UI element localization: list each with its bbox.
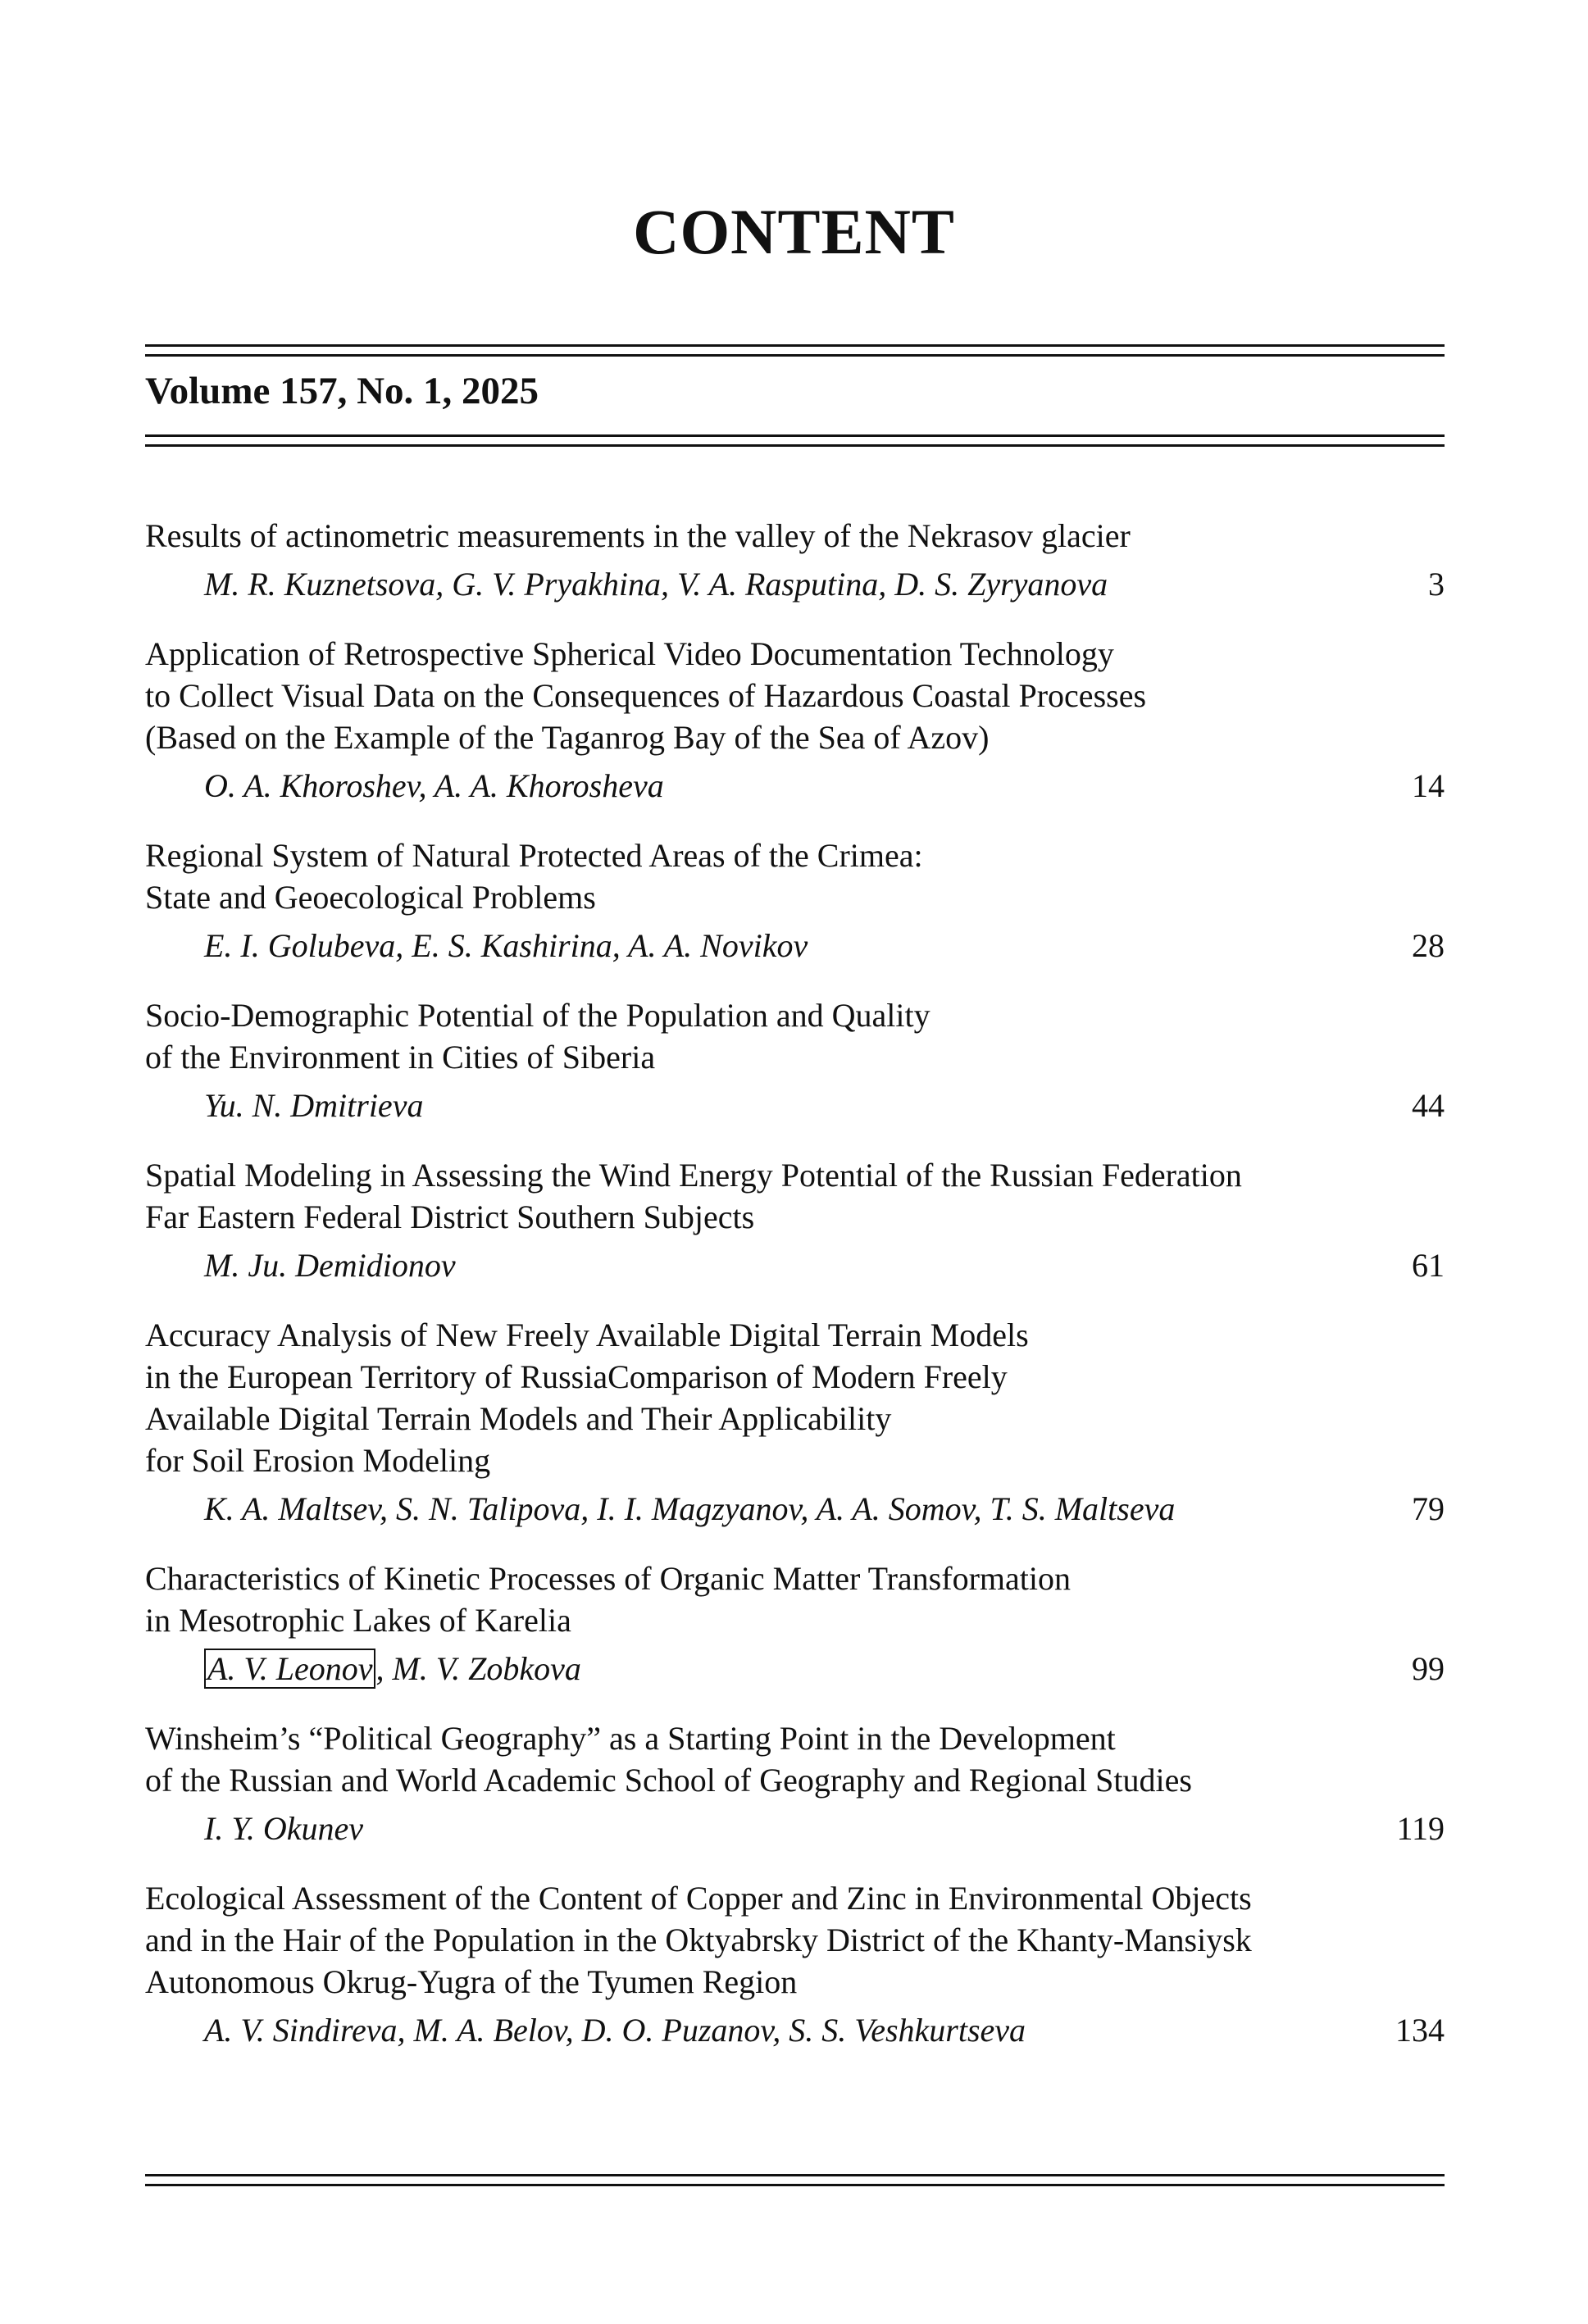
article-authors: M. R. Kuznetsova, G. V. Pryakhina, V. A. Rasputina, D. S. Zyryanova	[204, 566, 1108, 603]
article-title-line: Application of Retrospective Spherical Video Documentation Technology	[145, 635, 1114, 672]
page-number: 14	[1412, 767, 1445, 804]
authors-row	[145, 765, 1445, 807]
bottom-divider-upper	[145, 2174, 1445, 2176]
article-title-line: Ecological Assessment of the Content of Copper and Zinc in Environmental Objects	[145, 1880, 1252, 1917]
toc-entry	[145, 1717, 1445, 1849]
toc-entry	[145, 1154, 1445, 1286]
page-number: 28	[1412, 927, 1445, 964]
article-title-line: Regional System of Natural Protected Areas of the Crimea:	[145, 837, 923, 874]
article-authors	[145, 1648, 581, 1690]
toc-entry	[145, 835, 1445, 966]
authors-row	[145, 925, 1445, 966]
volume-divider-lower	[145, 444, 1445, 447]
article-title-line: Available Digital Terrain Models and Their Applicability	[145, 1400, 892, 1437]
authors-row	[145, 1244, 1445, 1286]
article-title-line: Autonomous Okrug-Yugra of the Tyumen Region	[145, 1963, 798, 2000]
article-authors: M. Ju. Demidionov	[204, 1247, 456, 1284]
article-title-line: Characteristics of Kinetic Processes of Organic Matter Transformation	[145, 1560, 1071, 1597]
authors-row	[145, 563, 1445, 605]
authors-row	[145, 1085, 1445, 1126]
toc-entry	[145, 515, 1445, 605]
article-title-line: Spatial Modeling in Assessing the Wind Energy Potential of the Russian Federation	[145, 1157, 1242, 1194]
toc-entry	[145, 1558, 1445, 1690]
article-title-line: Winsheim’s “Political Geography” as a Starting Point in the Development	[145, 1720, 1116, 1757]
article-authors: E. I. Golubeva, E. S. Kashirina, A. A. Novikov	[204, 927, 808, 964]
toc-entry	[145, 1314, 1445, 1530]
article-title-line: Accuracy Analysis of New Freely Available Digital Terrain Models	[145, 1317, 1029, 1353]
article-title-line: in the European Territory of RussiaComparison of Modern Freely	[145, 1358, 1008, 1395]
article-authors: A. V. Sindireva, M. A. Belov, D. O. Puzanov, S. S. Veshkurtseva	[204, 2012, 1026, 2049]
authors-row	[145, 2009, 1445, 2051]
article-authors: K. A. Maltsev, S. N. Talipova, I. I. Magzyanov, A. A. Somov, T. S. Maltseva	[204, 1490, 1176, 1527]
top-divider-upper	[145, 344, 1445, 347]
page-number: 44	[1412, 1087, 1445, 1124]
table-of-contents	[145, 515, 1445, 2079]
page-number: 79	[1412, 1490, 1445, 1527]
article-title-line: and in the Hair of the Population in the Oktyabrsky District of the Khanty-Mansiysk	[145, 1922, 1252, 1958]
page-title: CONTENT	[633, 196, 955, 267]
page-number: 3	[1428, 566, 1445, 603]
article-authors: I. Y. Okunev	[204, 1810, 364, 1847]
article-title-line: for Soil Erosion Modeling	[145, 1442, 491, 1479]
deceased-author-box: A. V. Leonov	[204, 1649, 375, 1689]
article-title-line: in Mesotrophic Lakes of Karelia	[145, 1602, 571, 1639]
article-title-line: of the Environment in Cities of Siberia	[145, 1039, 656, 1076]
volume-label: Volume 157, No. 1, 2025	[145, 370, 539, 412]
toc-entry	[145, 1877, 1445, 2051]
toc-entry	[145, 633, 1445, 807]
page-number: 99	[1412, 1650, 1445, 1687]
article-authors-rest: , M. V. Zobkova	[375, 1650, 581, 1687]
article-title-line: Socio-Demographic Potential of the Population and Quality	[145, 997, 931, 1034]
article-title-line: of the Russian and World Academic School of Geography and Regional Studies	[145, 1762, 1192, 1799]
article-title-line: (Based on the Example of the Taganrog Bay of the Sea of Azov)	[145, 719, 990, 756]
bottom-divider-lower	[145, 2184, 1445, 2186]
page-number: 119	[1396, 1810, 1445, 1847]
article-authors: O. A. Khoroshev, A. A. Khorosheva	[204, 767, 664, 804]
top-divider-lower	[145, 354, 1445, 357]
authors-row	[145, 1808, 1445, 1849]
page-number: 61	[1412, 1247, 1445, 1284]
article-authors: Yu. N. Dmitrieva	[204, 1087, 424, 1124]
article-title-line: Far Eastern Federal District Southern Subjects	[145, 1198, 755, 1235]
authors-row	[145, 1488, 1445, 1530]
toc-entry	[145, 994, 1445, 1126]
volume-divider-upper	[145, 434, 1445, 437]
article-title-line: to Collect Visual Data on the Consequences of Hazardous Coastal Processes	[145, 677, 1147, 714]
article-title-line: State and Geoecological Problems	[145, 879, 596, 916]
authors-row	[145, 1648, 1445, 1690]
page-number: 134	[1395, 2012, 1445, 2049]
article-title-line: Results of actinometric measurements in the valley of the Nekrasov glacier	[145, 517, 1131, 554]
